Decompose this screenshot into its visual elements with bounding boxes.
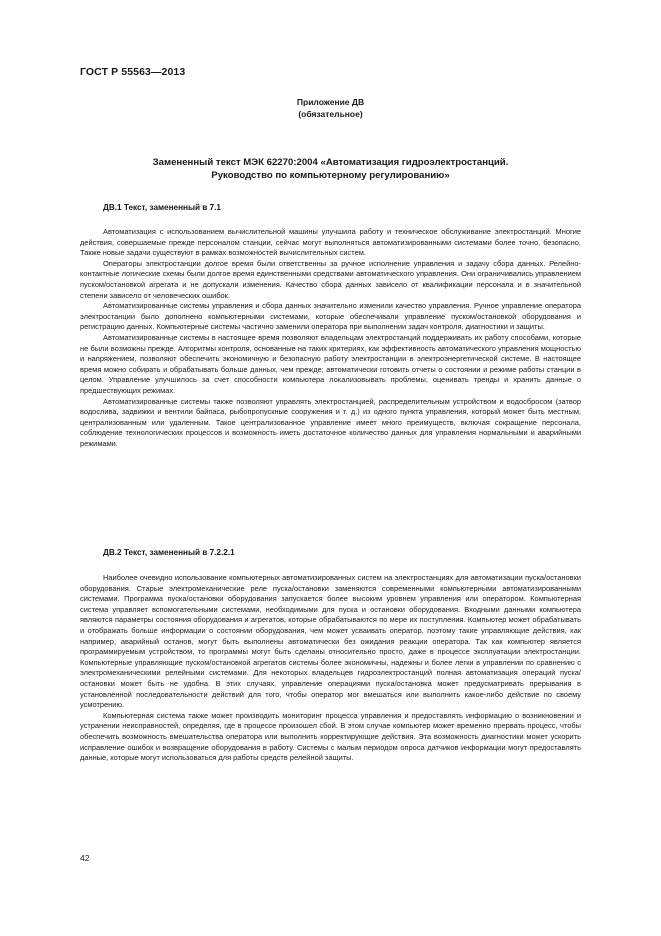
page-number: 42 — [80, 853, 90, 863]
paragraph: Автоматизированные системы управления и сбора данных значительно изменили качество управления. Ручное управление оператора электростанции было дополнено компьютерными системами, которые обеспечивали управление пуском/остановкой оборудования и регистрацию данных. Компьютерные системы частично заменили оператора при выполнении задач контроля, диагностики и защиты. — [80, 301, 581, 332]
appendix-label: Приложение ДВ — [296, 97, 365, 107]
paragraph: Операторы электростанции долгое время были ответственны за ручное исполнение управления и задачу сбора данных. Релейно-контактные логические схемы были долгое время единственными средствами автоматического управления. Они ограничивались управлением пуском/остановкой агрегата и не допускали изменения. Качество сбора данных зависело от квалификации персонала и в значительной степени зависело от человеческих ошибок. — [80, 258, 581, 300]
section-body-dv2 — [80, 573, 581, 764]
section-heading-dv1: ДВ.1 Текст, замененный в 7.1 — [103, 203, 221, 212]
paragraph: Наиболее очевидно использование компьютерных автоматизированных систем на электростанциях для автоматизации пуска/остановки оборудования. Старые электромеханические реле пуска/остановки заменяются современными компьютерными автоматизированными системами. Программа пуска/остановки оборудования запускается более высоким уровнем управления или оператором. Компьютерная система управляет вспомогательными системами, необходимыми для пуска и остановки оборудования. Входными данными компьютера являются параметры состояния оборудования и агрегатов, которые обрабатываются по мере их поступления. Компьютер может обрабатывать и отображать больше информации о состоянии оборудования, чем может усваивать оператор, поэтому такие управляющие действия, как например, аварийный останов, могут быть выполнены автоматически без ожидания реакции оператора. Так как компьютер является программируемым устройством, то программы могут быть сделаны относительно просто, даже в процессе эксплуатации электростанции. Компьютерные управляющие пуском/остановкой агрегатов системы более экономичны, надежны и более легки в управлении по сравнению с электромеханическими релейными системами. Для некоторых владельцев гидроэлектростанций полная автоматизация операций пуска/остановки может быть не удобна. В этих случаях, управление операциями пуска/остановка может предусматривать прерывания в установленной последовательности действий для того, чтобы оператор мог вмешаться или выполнить какое-либо действие по своему усмотрению. — [80, 573, 581, 710]
standard-id: ГОСТ Р 55563—2013 — [80, 66, 186, 78]
paragraph: Компьютерная система также может производить мониторинг процесса управления и предоставлять информацию о возникновении и устранении неисправностей, определяя, где в процессе произошел сбой. В этом случае компьютер может временно прервать процесс, чтобы обеспечить возможность вмешательства оператора или выполнить корректирующие действия. Эта возможность диагностики может ускорить исправление ошибок и возвращение оборудования в работу. Системы с малым периодом опроса датчиков информации могут предоставлять данные, которые могут использоваться для работы средств релейной защиты. — [80, 710, 581, 763]
section-heading-dv2: ДВ.2 Текст, замененный в 7.2.2.1 — [103, 548, 235, 557]
title-line-2: Руководство по компьютерному регулированию» — [211, 170, 450, 181]
document-title — [80, 156, 581, 182]
paragraph: Автоматизированные системы также позволяют управлять электростанцией, распределительным устройством и водосбросом (затвор водослива, задвижки и вентили байпаса, рыбопропускные сооружения и т. д.) из одного пункта управления, который может быть местным, централизованным или удаленным. Такое централизованное управление имеет много преимуществ, включая сокращение персонала, соблюдение технологических процессов и возможность иметь достаточное количество данных для управления нормальными и аварийными режимами. — [80, 396, 581, 448]
appendix-status: (обязательное) — [298, 109, 363, 119]
appendix-heading — [80, 96, 581, 120]
paragraph: Автоматизация с использованием вычислительной машины улучшила работу и техническое обслуживание электростанций. Многие действия, совершаемые прежде персоналом станции, сейчас могут выполняться автоматизированными системами более точно, безопасно. Также новые задачи существуют в рамках возможностей вычислительных систем. — [80, 227, 581, 258]
title-line-1: Замененный текст МЭК 62270:2004 «Автоматизация гидроэлектростанций. — [152, 157, 509, 168]
paragraph: Автоматизированные системы в настоящее время позволяют владельцам электростанций поддерживать их работу способами, которые не были возможны прежде. Алгоритмы контроля, основанные на таких критериях, как эффективность автоматического управления мощностью и напряжением, позволяют обеспечить экономичную и безопасную работу электростанции в электроэнергетической системе. В настоящее время можно собирать и обрабатывать больше данных, чем прежде; автоматически готовить отчеты о состоянии и режиме работы станции в целом. Управление улучшилось за счет способности компьютера локализовывать проблемы, оценивать тренды и хранить данные о предшествующих режимах. — [80, 332, 581, 395]
section-body-dv1 — [80, 227, 581, 449]
